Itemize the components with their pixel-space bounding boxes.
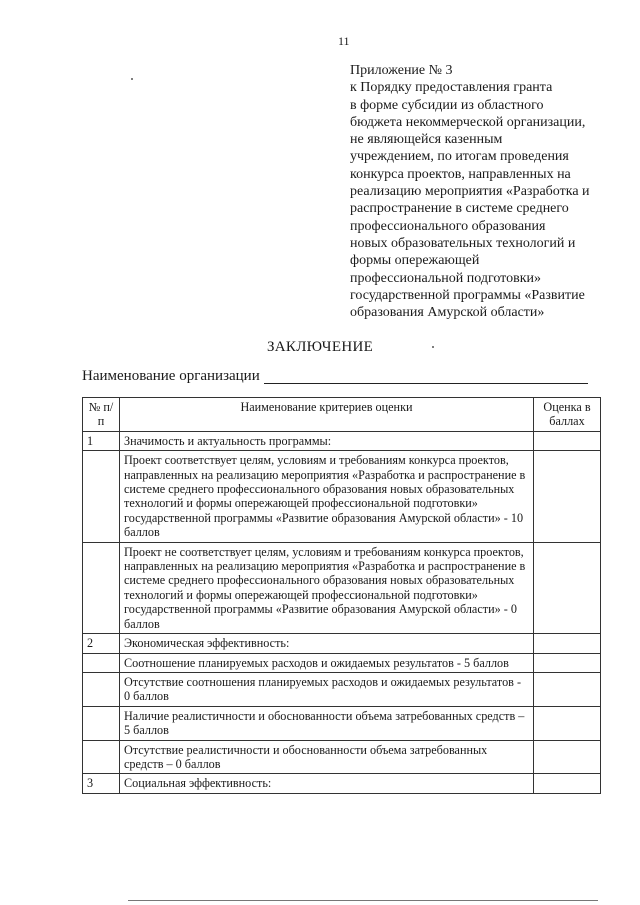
- row-num: [83, 706, 120, 740]
- row-score-cell[interactable]: [534, 634, 601, 653]
- organization-name-field[interactable]: [264, 383, 588, 384]
- bottom-divider: [128, 900, 598, 901]
- row-score-cell[interactable]: [534, 653, 601, 672]
- row-score-cell[interactable]: [534, 542, 601, 633]
- appendix-line: новых образовательных технологий и: [350, 235, 576, 251]
- row-score-cell[interactable]: [534, 431, 601, 450]
- appendix-line: в форме субсидии из областного: [350, 97, 544, 113]
- appendix-line: конкурса проектов, направленных на: [350, 166, 571, 182]
- row-num: 3: [83, 774, 120, 793]
- header-criteria: Наименование критериев оценки: [120, 398, 534, 432]
- row-score-cell[interactable]: [534, 740, 601, 774]
- row-criterion: Соотношение планируемых расходов и ожидаемых результатов - 5 баллов: [120, 653, 534, 672]
- table-row: [83, 451, 601, 542]
- table-row: [83, 706, 601, 740]
- row-num: [83, 672, 120, 706]
- table-row: [83, 431, 601, 450]
- page-number: 11: [338, 34, 350, 48]
- header-score: Оценка в баллах: [534, 398, 601, 432]
- appendix-line: к Порядку предоставления гранта: [350, 80, 553, 96]
- row-criterion: Социальная эффективность:: [120, 774, 534, 793]
- row-criterion: Значимость и актуальность программы:: [120, 431, 534, 450]
- row-num: [83, 740, 120, 774]
- table-header-row: [83, 398, 601, 432]
- appendix-block: [350, 62, 600, 321]
- table-row: [83, 634, 601, 653]
- criteria-table: [82, 397, 601, 794]
- row-num: 2: [83, 634, 120, 653]
- row-score-cell[interactable]: [534, 451, 601, 542]
- appendix-line: учреждением, по итогам проведения: [350, 149, 569, 165]
- row-criterion: Проект не соответствует целям, условиям и требованиям конкурса проектов, направленных на реализацию мероприятия «Разработка и распространение в системе среднего профессионального образования новых образовательных технологий и формы опережающей профессиональной подготовки» государственной программы «Развитие образования Амурской области» - 0 баллов: [120, 542, 534, 633]
- appendix-line: Приложение № 3: [350, 63, 453, 78]
- row-score-cell[interactable]: [534, 706, 601, 740]
- organization-label: Наименование организации: [82, 368, 260, 384]
- row-criterion: Проект соответствует целям, условиям и требованиям конкурса проектов, направленных на реализацию мероприятия «Разработка и распространение в системе среднего профессионального образования новых образовательных технологий и формы опережающей профессиональной подготовки» государственной программы «Развитие образования Амурской области» - 10 баллов: [120, 451, 534, 542]
- appendix-line: профессионального образования: [350, 218, 546, 234]
- table-row: [83, 740, 601, 774]
- table-row: [83, 774, 601, 793]
- table-row: [83, 672, 601, 706]
- row-num: [83, 451, 120, 542]
- row-criterion: Наличие реалистичности и обоснованности объема затребованных средств – 5 баллов: [120, 706, 534, 740]
- appendix-line: реализацию мероприятия «Разработка и: [350, 184, 590, 200]
- table-row: [83, 653, 601, 672]
- row-score-cell[interactable]: [534, 672, 601, 706]
- scan-speck: [131, 78, 133, 80]
- row-criterion: Экономическая эффективность:: [120, 634, 534, 653]
- row-score-cell[interactable]: [534, 774, 601, 793]
- appendix-line: бюджета некоммерческой организации,: [350, 114, 586, 130]
- appendix-line: образования Амурской области»: [350, 305, 545, 321]
- appendix-line: распространение в системе среднего: [350, 201, 569, 217]
- appendix-line: профессиональной подготовки»: [350, 270, 541, 286]
- document-title: ЗАКЛЮЧЕНИЕ: [266, 339, 374, 355]
- row-criterion: Отсутствие реалистичности и обоснованности объема затребованных средств – 0 баллов: [120, 740, 534, 774]
- row-num: [83, 653, 120, 672]
- row-criterion: Отсутствие соотношения планируемых расходов и ожидаемых результатов - 0 баллов: [120, 672, 534, 706]
- table-row: [83, 542, 601, 633]
- appendix-line: государственной программы «Развитие: [350, 287, 585, 303]
- appendix-line: формы опережающей: [350, 253, 480, 269]
- header-num: № п/п: [83, 398, 120, 432]
- row-num: 1: [83, 431, 120, 450]
- row-num: [83, 542, 120, 633]
- appendix-line: не являющейся казенным: [350, 132, 503, 148]
